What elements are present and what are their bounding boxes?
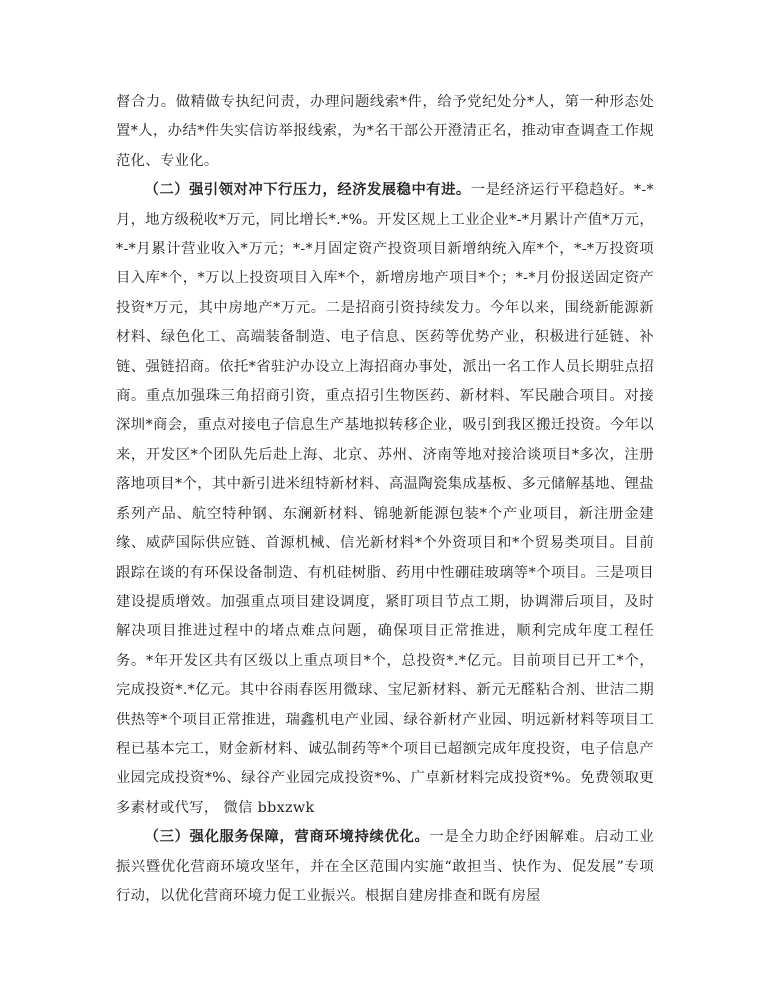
paragraph-3-heading: （三）强化服务保障，营商环境持续优化。 [144,829,430,846]
paragraph-1 [116,88,654,176]
paragraph-1-body: 督合力。做精做专执纪问责，办理问题线索*件，给予党纪处分*人，第一种形态处置*人，办结*件失实信访举报线索，为*名干部公开澄清正名，推动审查调查工作规范化、专业化。 [116,94,654,169]
paragraph-3 [116,823,654,911]
paragraph-2 [116,176,654,823]
paragraph-2-heading: （二）强引领对冲下行压力，经济发展稳中有进。 [144,182,471,199]
paragraph-3-body: 一是全力助企纾困解难。启动工业振兴暨优化营商环境攻坚年，并在全区范围内实施“敢担当、快作为、促发展”专项行动，以优化营商环境力促工业振兴。根据自建房排查和既有房屋 [116,829,654,904]
document-page [116,88,654,911]
paragraph-2-body: 一是经济运行平稳趋好。*-*月，地方级税收*万元，同比增长*.*%。开发区规上工业企业*-*月累计产值*万元，*-*月累计营业收入*万元；*-*月固定资产投资项目新增纳统入库*个，*-*万投资项目入库*个，*万以上投资项目入库*个，新增房地产项目*个；*-*月份报送固定资产投资*万元，其中房地产*万元。二是招商引资持续发力。今年以来，围绕新能源新材料、绿色化工、高端装备制造、电子信息、医药等优势产业，积极进行延链、补链、强链招商。依托*省驻沪办设立上海招商办事处，派出一名工作人员长期驻点招商。重点加强珠三角招商引资，重点招引生物医药、新材料、军民融合项目。对接深圳*商会，重点对接电子信息生产基地拟转移企业，吸引到我区搬迁投资。今年以来，开发区*个团队先后赴上海、北京、苏州、济南等地对接洽谈项目*多次，注册落地项目*个，其中新引进米纽特新材料、高温陶瓷集成基板、多元储解基地、锂盐系列产品、航空特种钢、东澜新材料、锦驰新能源包装*个产业项目，新注册金建缘、威萨国际供应链、首源机械、信光新材料*个外资项目和*个贸易类项目。目前跟踪在谈的有环保设备制造、有机硅树脂、药用中性硼硅玻璃等*个项目。三是项目建设提质增效。加强重点项目建设调度，紧盯项目节点工期，协调滞后项目，及时解决项目推进过程中的堵点难点问题，确保项目正常推进，顺利完成年度工程任务。*年开发区共有区级以上重点项目*个，总投资*.*亿元。目前项目已开工*个，完成投资*.*亿元。其中谷雨春医用微球、宝尼新材料、新元无醛粘合剂、世洁二期供热等*个项目正常推进，瑞鑫机电产业园、绿谷新材产业园、明远新材料等项目工程已基本完工，财金新材料、诚弘制药等*个项目已超额完成年度投资，电子信息产业园完成投资*%、绿谷产业园完成投资*%、广卓新材料完成投资*%。免费领取更多素材或代写， 微信 bbxzwk [116,182,655,816]
